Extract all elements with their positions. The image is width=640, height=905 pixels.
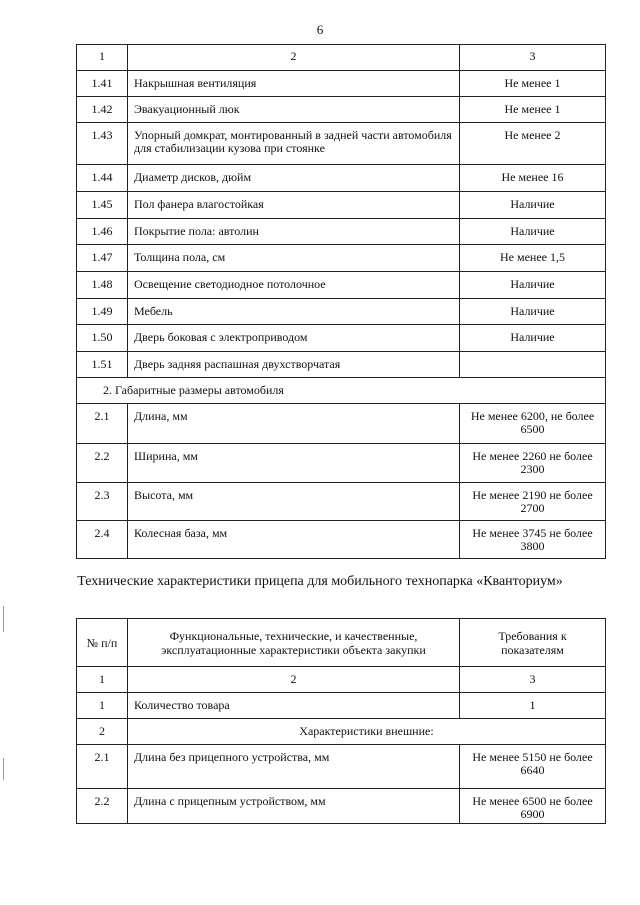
row-name: Покрытие пола: автолин (128, 219, 460, 245)
column-number: 3 (460, 45, 606, 71)
table-row (77, 71, 606, 97)
row-name: Диаметр дисков, дюйм (128, 165, 460, 192)
table-row (77, 97, 606, 123)
table-row (77, 789, 606, 824)
row-name: Колесная база, мм (128, 521, 460, 559)
column-number-row (77, 667, 606, 693)
section-row (77, 719, 606, 745)
table-row (77, 693, 606, 719)
row-number: 1.48 (77, 272, 128, 299)
trailer-table (76, 618, 606, 824)
header-number: № п/п (77, 619, 128, 667)
row-name: Накрышная вентиляция (128, 71, 460, 97)
row-value: Не менее 2 (460, 123, 606, 165)
row-name: Освещение светодиодное потолочное (128, 272, 460, 299)
table-row (77, 745, 606, 789)
row-number: 1 (77, 693, 128, 719)
row-value: Не менее 2190 не более 2700 (460, 483, 606, 521)
row-number: 2 (77, 719, 128, 745)
column-number: 3 (460, 667, 606, 693)
table-row (77, 245, 606, 272)
row-name: Дверь задняя распашная двухстворчатая (128, 352, 460, 378)
row-value: Не менее 1,5 (460, 245, 606, 272)
table-row (77, 325, 606, 352)
row-number: 1.50 (77, 325, 128, 352)
column-number: 1 (77, 45, 128, 71)
row-value: Не менее 16 (460, 165, 606, 192)
row-number: 1.49 (77, 299, 128, 325)
section-row (77, 378, 606, 404)
row-number: 1.41 (77, 71, 128, 97)
margin-mark (3, 758, 4, 780)
table-row (77, 404, 606, 444)
row-number: 2.2 (77, 444, 128, 483)
row-number: 1.45 (77, 192, 128, 219)
row-number: 2.2 (77, 789, 128, 824)
row-value (460, 352, 606, 378)
row-value: Не менее 1 (460, 71, 606, 97)
row-name: Ширина, мм (128, 444, 460, 483)
table-row (77, 444, 606, 483)
header-description: Функциональные, технические, и качественные, эксплуатационные характеристики объекта закупки (128, 619, 460, 667)
row-value: Наличие (460, 299, 606, 325)
row-name: Пол фанера влагостойкая (128, 192, 460, 219)
row-number: 1.51 (77, 352, 128, 378)
row-name: Упорный домкрат, монтированный в задней части автомобиля для стабилизации кузова при стоянке (128, 123, 460, 165)
row-value: Наличие (460, 192, 606, 219)
header-requirements: Требования к показателям (460, 619, 606, 667)
row-name: Толщина пола, см (128, 245, 460, 272)
page-number: 6 (316, 22, 324, 37)
row-name: Высота, мм (128, 483, 460, 521)
column-number: 2 (128, 45, 460, 71)
table-row (77, 123, 606, 165)
spec-table (76, 44, 606, 559)
row-name: Количество товара (128, 693, 460, 719)
row-number: 2.1 (77, 404, 128, 444)
row-value: Не менее 2260 не более 2300 (460, 444, 606, 483)
row-value: Наличие (460, 272, 606, 299)
table-header-row (77, 619, 606, 667)
table-row (77, 272, 606, 299)
table-row (77, 352, 606, 378)
row-value: Не менее 6200, не более 6500 (460, 404, 606, 444)
table-row (77, 299, 606, 325)
row-number: 1.47 (77, 245, 128, 272)
row-number: 1.43 (77, 123, 128, 165)
table-row (77, 521, 606, 559)
section-heading: 2. Габаритные размеры автомобиля (77, 378, 606, 404)
column-number: 2 (128, 667, 460, 693)
row-value: Не менее 6500 не более 6900 (460, 789, 606, 824)
section-title: Технические характеристики прицепа для мобильного технопарка «Кванториум» (77, 574, 563, 589)
margin-mark (3, 606, 4, 632)
table-row (77, 483, 606, 521)
section-heading: Характеристики внешние: (128, 719, 606, 745)
row-name: Длина без прицепного устройства, мм (128, 745, 460, 789)
row-name: Мебель (128, 299, 460, 325)
row-number: 1.44 (77, 165, 128, 192)
row-value: Наличие (460, 325, 606, 352)
row-number: 1.42 (77, 97, 128, 123)
row-number: 2.3 (77, 483, 128, 521)
row-value: 1 (460, 693, 606, 719)
table-row (77, 165, 606, 192)
row-value: Не менее 1 (460, 97, 606, 123)
row-name: Длина с прицепным устройством, мм (128, 789, 460, 824)
row-value: Наличие (460, 219, 606, 245)
column-number: 1 (77, 667, 128, 693)
row-number: 2.1 (77, 745, 128, 789)
table-row (77, 192, 606, 219)
row-number: 2.4 (77, 521, 128, 559)
table-header-row (77, 45, 606, 71)
row-name: Дверь боковая с электроприводом (128, 325, 460, 352)
row-value: Не менее 5150 не более 6640 (460, 745, 606, 789)
row-number: 1.46 (77, 219, 128, 245)
row-value: Не менее 3745 не более 3800 (460, 521, 606, 559)
row-name: Длина, мм (128, 404, 460, 444)
table-row (77, 219, 606, 245)
row-name: Эвакуационный люк (128, 97, 460, 123)
